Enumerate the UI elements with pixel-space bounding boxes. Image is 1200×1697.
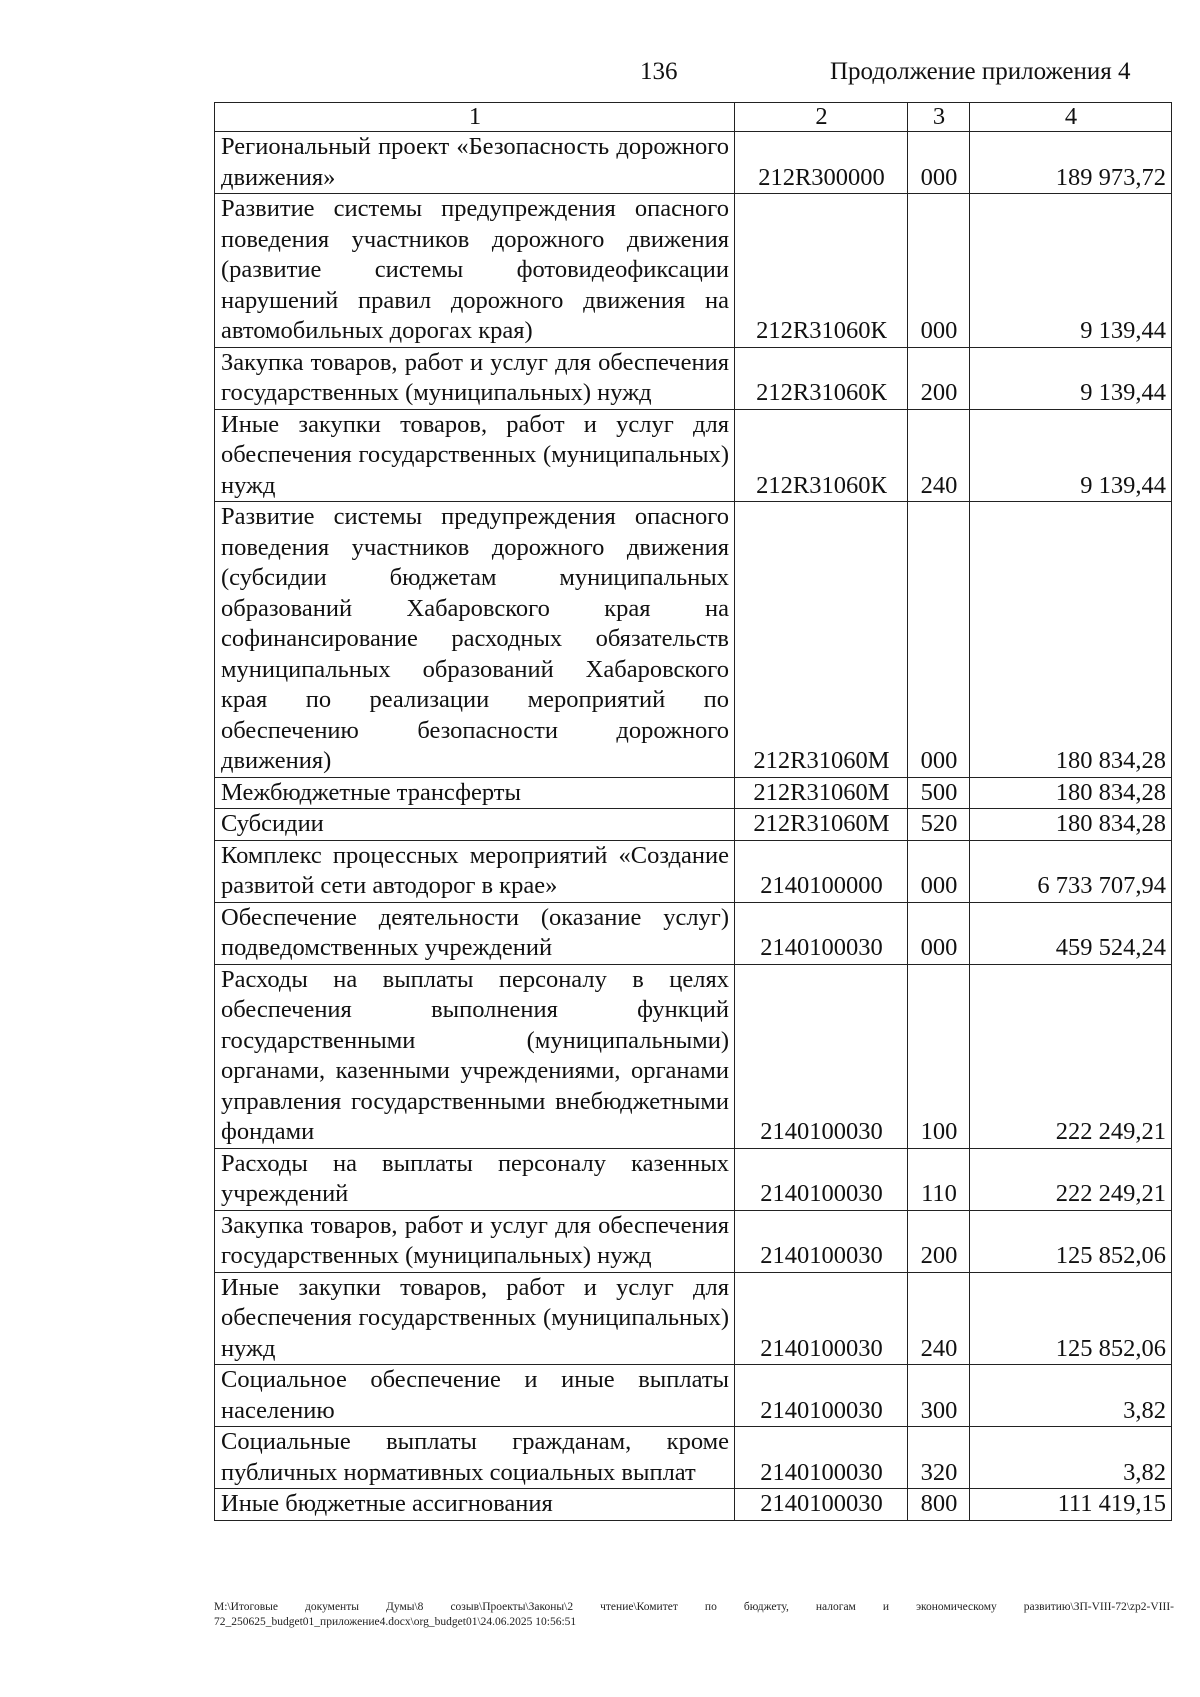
row-amount: 459 524,24 — [970, 902, 1172, 964]
table-row — [215, 840, 1172, 902]
row-code: 2140100030 — [735, 1365, 908, 1427]
row-code: 2140100030 — [735, 1272, 908, 1365]
row-description: Развитие системы предупреждения опасного поведения участников дорожного движения (субсидии бюджетам муниципальных образований Хабаровского края на софинансирование расходных обязательств муниципальных образований Хабаровского края по реализации мероприятий по обеспечению безопасности дорожного движения) — [215, 502, 735, 778]
row-expense-type: 000 — [908, 502, 970, 778]
row-code: 2140100030 — [735, 1489, 908, 1521]
row-code: 212R31060М — [735, 502, 908, 778]
row-expense-type: 000 — [908, 194, 970, 348]
row-expense-type: 000 — [908, 132, 970, 194]
table-row — [215, 1427, 1172, 1489]
row-code: 212R300000 — [735, 132, 908, 194]
row-amount: 222 249,21 — [970, 1148, 1172, 1210]
row-amount: 125 852,06 — [970, 1210, 1172, 1272]
row-description: Расходы на выплаты персоналу казенных учреждений — [215, 1148, 735, 1210]
row-description: Социальное обеспечение и иные выплаты населению — [215, 1365, 735, 1427]
table-row — [215, 347, 1172, 409]
row-amount: 111 419,15 — [970, 1489, 1172, 1521]
row-amount: 180 834,28 — [970, 777, 1172, 809]
row-code: 212R31060К — [735, 194, 908, 348]
table-row — [215, 502, 1172, 778]
row-description: Социальные выплаты гражданам, кроме публичных нормативных социальных выплат — [215, 1427, 735, 1489]
table-row — [215, 1272, 1172, 1365]
row-code: 212R31060М — [735, 777, 908, 809]
table-row — [215, 1148, 1172, 1210]
table-row — [215, 194, 1172, 348]
table-row — [215, 964, 1172, 1148]
appendix-continuation-title: Продолжение приложения 4 — [830, 58, 1131, 85]
row-description: Иные бюджетные ассигнования — [215, 1489, 735, 1521]
row-expense-type: 240 — [908, 409, 970, 502]
row-expense-type: 800 — [908, 1489, 970, 1521]
row-amount: 3,82 — [970, 1427, 1172, 1489]
row-description: Закупка товаров, работ и услуг для обеспечения государственных (муниципальных) нужд — [215, 1210, 735, 1272]
row-expense-type: 000 — [908, 840, 970, 902]
table-row — [215, 1210, 1172, 1272]
table-row — [215, 902, 1172, 964]
row-amount: 180 834,28 — [970, 809, 1172, 841]
row-amount: 222 249,21 — [970, 964, 1172, 1148]
row-code: 2140100030 — [735, 1427, 908, 1489]
row-expense-type: 520 — [908, 809, 970, 841]
table-row — [215, 1365, 1172, 1427]
row-description: Иные закупки товаров, работ и услуг для обеспечения государственных (муниципальных) нужд — [215, 1272, 735, 1365]
page-number: 136 — [640, 58, 678, 85]
row-description: Субсидии — [215, 809, 735, 841]
document-file-path: M:\Итоговые документы Думы\8 созыв\Проекты\Законы\2 чтение\Комитет по бюджету, налогам и экономическому развитию\ЗП-VIII-72\zp2-VIII-72_250625_budget01_приложение4.docx\org_budget01\24.06.2025 10:56:51 — [214, 1601, 1174, 1628]
row-expense-type: 240 — [908, 1272, 970, 1365]
row-expense-type: 000 — [908, 902, 970, 964]
table-row — [215, 132, 1172, 194]
row-expense-type: 110 — [908, 1148, 970, 1210]
row-description: Обеспечение деятельности (оказание услуг) подведомственных учреждений — [215, 902, 735, 964]
row-code: 2140100030 — [735, 1148, 908, 1210]
column-header: 2 — [735, 103, 908, 132]
row-description: Развитие системы предупреждения опасного поведения участников дорожного движения (развитие системы фотовидеофиксации нарушений правил дорожного движения на автомобильных дорогах края) — [215, 194, 735, 348]
row-code: 2140100030 — [735, 902, 908, 964]
column-header: 4 — [970, 103, 1172, 132]
row-amount: 189 973,72 — [970, 132, 1172, 194]
row-code: 212R31060М — [735, 809, 908, 841]
row-code: 212R31060К — [735, 347, 908, 409]
row-expense-type: 500 — [908, 777, 970, 809]
row-expense-type: 200 — [908, 1210, 970, 1272]
row-amount: 3,82 — [970, 1365, 1172, 1427]
table-row — [215, 809, 1172, 841]
table-row — [215, 777, 1172, 809]
row-expense-type: 300 — [908, 1365, 970, 1427]
table-header-row — [215, 103, 1172, 132]
row-expense-type: 100 — [908, 964, 970, 1148]
column-header: 3 — [908, 103, 970, 132]
row-expense-type: 200 — [908, 347, 970, 409]
row-amount: 9 139,44 — [970, 347, 1172, 409]
row-amount: 9 139,44 — [970, 194, 1172, 348]
row-amount: 125 852,06 — [970, 1272, 1172, 1365]
row-description: Региональный проект «Безопасность дорожного движения» — [215, 132, 735, 194]
row-code: 212R31060К — [735, 409, 908, 502]
row-expense-type: 320 — [908, 1427, 970, 1489]
table-row — [215, 409, 1172, 502]
row-description: Комплекс процессных мероприятий «Создание развитой сети автодорог в крае» — [215, 840, 735, 902]
row-code: 2140100030 — [735, 964, 908, 1148]
row-description: Закупка товаров, работ и услуг для обеспечения государственных (муниципальных) нужд — [215, 347, 735, 409]
row-amount: 6 733 707,94 — [970, 840, 1172, 902]
table-row — [215, 1489, 1172, 1521]
budget-table — [214, 102, 1172, 1521]
row-description: Расходы на выплаты персоналу в целях обеспечения выполнения функций государственными (муниципальными) органами, казенными учреждениями, органами управления государственными внебюджетными фондами — [215, 964, 735, 1148]
row-description: Межбюджетные трансферты — [215, 777, 735, 809]
row-code: 2140100000 — [735, 840, 908, 902]
row-amount: 180 834,28 — [970, 502, 1172, 778]
column-header: 1 — [215, 103, 735, 132]
row-description: Иные закупки товаров, работ и услуг для обеспечения государственных (муниципальных) нужд — [215, 409, 735, 502]
row-amount: 9 139,44 — [970, 409, 1172, 502]
row-code: 2140100030 — [735, 1210, 908, 1272]
